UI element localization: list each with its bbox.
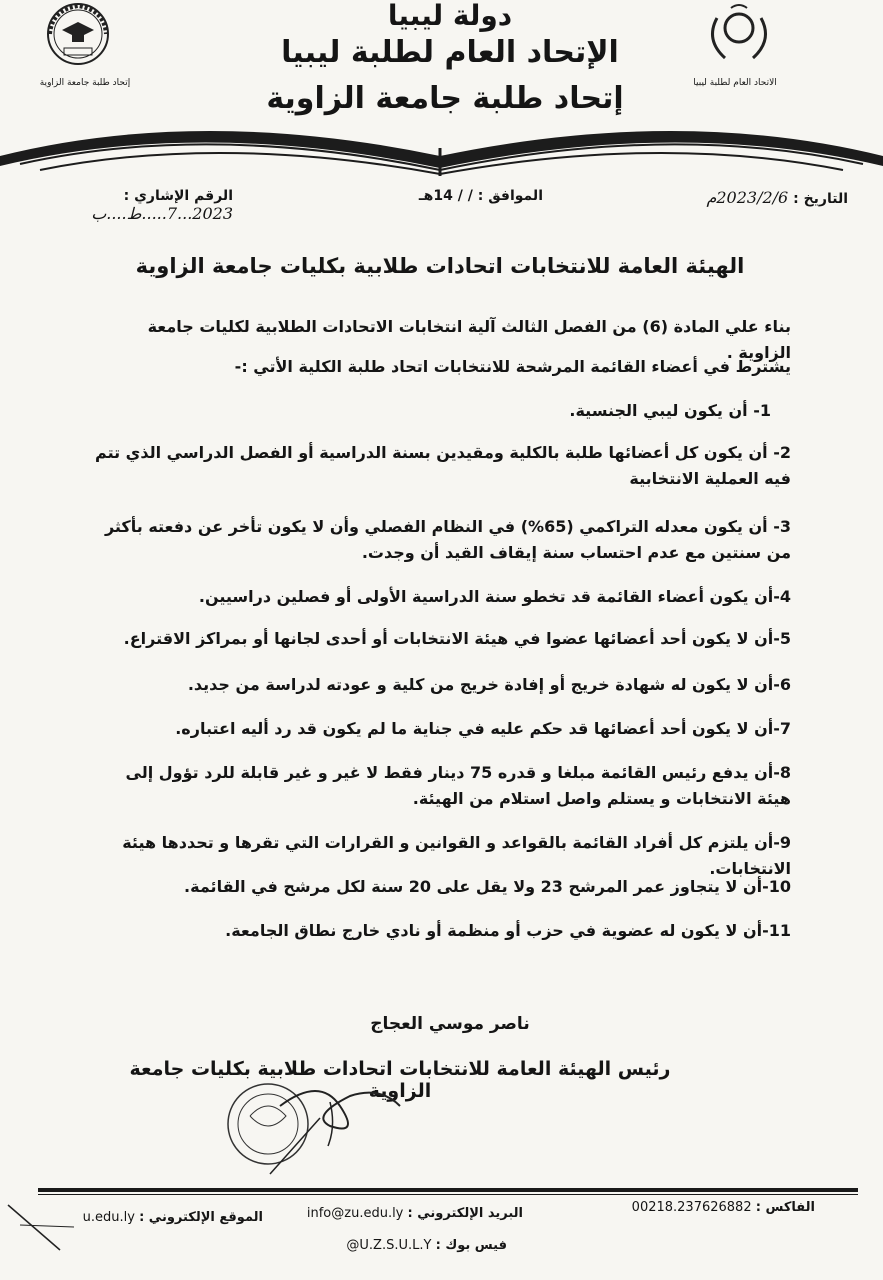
fax-info bbox=[632, 1200, 815, 1215]
country-name: دولة ليبيا bbox=[387, 0, 513, 32]
footer-rule-thick bbox=[38, 1188, 858, 1192]
email-address[interactable]: info@zu.edu.ly bbox=[306, 1206, 404, 1221]
website-url[interactable]: u.edu.ly bbox=[82, 1210, 135, 1225]
hijri-value: / / 14هـ bbox=[418, 188, 473, 204]
website-label: الموقع الإلكتروني : bbox=[139, 1210, 263, 1225]
fax-number: 00218.237626882 bbox=[631, 1200, 752, 1215]
condition-item: 9-أن يلتزم كل أفراد القائمة بالقواعد و القوانين و القرارات التي تقرها و تحددها هيئة الانتخابات. bbox=[122, 833, 791, 878]
condition-item: 4-أن يكون أعضاء القائمة قد تخطو سنة الدراسية الأولى أو فصلين دراسيين. bbox=[198, 587, 791, 606]
document-title: الهيئة العامة للانتخابات اتحادات طلابية بكليات جامعة الزاوية bbox=[135, 254, 745, 278]
email-label: البريد الإلكتروني : bbox=[407, 1206, 523, 1221]
condition-item: 7-أن لا يكون أحد أعضائها قد حكم عليه في جناية ما لم يكون قد رد أليه اعتباره. bbox=[175, 719, 791, 738]
hijri-date-field: الموافق : / / 14هـ bbox=[418, 188, 543, 204]
facebook-info bbox=[346, 1238, 507, 1253]
hijri-label: الموافق bbox=[488, 188, 543, 204]
condition-item: 11-أن لا يكون له عضوية في حزب أو منظمة أو نادي خارج نطاق الجامعة. bbox=[225, 921, 791, 940]
condition-item: 8-أن يدفع رئيس القائمة مبلغا و قدره 75 دينار فقط لا غير و غير قابلة للرد تؤول إلى هيئة الانتخابات و يستلم واصل استلام من الهيئة. bbox=[125, 763, 791, 808]
official-stamp-signature-icon bbox=[210, 1066, 410, 1176]
university-union-logo-icon bbox=[34, 0, 122, 70]
email-info bbox=[307, 1206, 523, 1221]
facebook-handle[interactable]: U.Z.S.U.L.Y@ bbox=[346, 1238, 432, 1253]
condition-item: 1- أن يكون ليبي الجنسية. bbox=[569, 401, 771, 420]
open-book-banner-icon bbox=[0, 108, 883, 180]
reference-row bbox=[0, 182, 883, 223]
signatory-name: ناصر موسي العجاج bbox=[370, 1014, 530, 1034]
website-info bbox=[83, 1210, 263, 1225]
paragraph-requirements-intro: يشترط في أعضاء القائمة المرشحة للانتخابات اتحاد طلبة الكلية الأتي :- bbox=[234, 357, 791, 376]
footer-rule-thin bbox=[38, 1194, 858, 1195]
condition-item: 2- أن يكون كل أعضائها طلبة بالكلية ومقيدين بسنة الدراسية أو الفصل الدراسي الذي تتم فيه العملية الانتخابية bbox=[95, 443, 791, 488]
letterhead bbox=[0, 0, 883, 180]
date-field: التاريخ : 2023/2/6م bbox=[706, 188, 848, 207]
condition-item: 6-أن لا يكون له شهادة خريج أو إفادة خريج من كلية و عودته لدراسة من جديد. bbox=[187, 675, 791, 694]
university-union-name: إتحاد طلبة جامعة الزاوية bbox=[266, 81, 624, 116]
page-corner-mark-icon bbox=[0, 1195, 80, 1280]
reference-number-field bbox=[0, 188, 233, 223]
fax-label: الفاكس : bbox=[755, 1200, 815, 1215]
union-name: الإتحاد العام لطلبة ليبيا bbox=[281, 35, 619, 70]
right-logo-caption: الاتحاد العام لطلبة ليبيا bbox=[693, 78, 777, 88]
reference-value: 2023...7.....ط....ب bbox=[91, 204, 233, 223]
student-union-logo-icon bbox=[695, 0, 783, 70]
reference-label: الرقم الإشاري : bbox=[123, 188, 233, 204]
facebook-label: فيس بوك : bbox=[435, 1238, 507, 1253]
date-label: التاريخ bbox=[803, 191, 848, 207]
left-logo-caption: إتحاد طلبة جامعة الزاوية bbox=[39, 78, 131, 88]
date-value: 2023/2/6م bbox=[706, 188, 789, 207]
signatory-title: رئيس الهيئة العامة للانتخابات اتحادات طلابية بكليات جامعة الزاوية bbox=[129, 1058, 671, 1102]
condition-item: 5-أن لا يكون أحد أعضائها عضوا في هيئة الانتخابات أو أحدى لجانها أو بمراكز الاقتراع. bbox=[123, 629, 791, 648]
condition-item: 10-أن لا يتجاوز عمر المرشح 23 ولا يقل على 20 سنة لكل مرشح في القائمة. bbox=[184, 877, 791, 896]
condition-item: 3- أن يكون معدله التراكمي (65%) في النظام الفصلي وأن لا يكون تأخر عن دفعته بأكثر من سنتين مع عدم احتساب سنة إيقاف القيد أن وجدت. bbox=[104, 517, 791, 562]
paragraph-basis: بناء علي المادة (6) من الفصل الثالث آلية انتخابات الاتحادات الطلابية لكليات جامعة الزاوية . bbox=[147, 317, 791, 362]
